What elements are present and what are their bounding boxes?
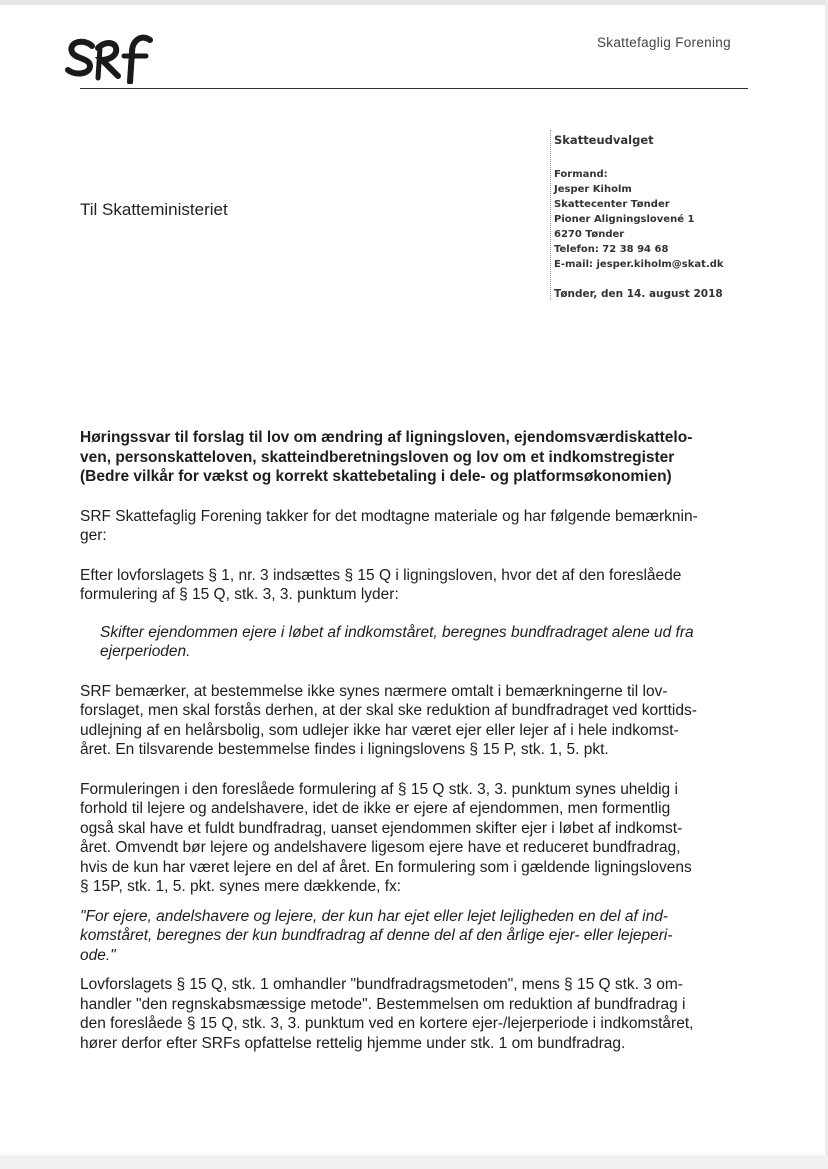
text-line: SRF Skattefaglig Forening takker for det modtagne materiale og har følgende bemærknin-: [80, 507, 698, 525]
text-line: handler "den regnskabsmæssige metode". Bestemmelsen om reduktion af bundfradrag i: [80, 995, 686, 1013]
paragraph-3: [80, 780, 750, 897]
subject-heading: [80, 428, 750, 487]
subject-line: ven, personskatteloven, skatteindberetningsloven og lov om et indkomstregister: [80, 448, 675, 466]
scan-edge-bottom: [0, 1155, 828, 1169]
sender-line: Pioner Aligningslovené 1: [554, 214, 695, 225]
quoted-provision: [100, 623, 750, 662]
letter-body: [80, 428, 750, 1053]
text-line: formulering af § 15 Q, stk. 3, 3. punktum lyder:: [80, 586, 399, 603]
text-line: udlejning af en helårsbolig, som udlejer ikke har været ejer eller lejer af i hele indkomst-: [80, 721, 679, 739]
text-line: forslaget, men skal forstås derhen, at der skal ske reduktion af bundfradraget ved korttids-: [80, 702, 697, 719]
organization-name: Skattefaglig Forening: [597, 35, 731, 50]
paragraph-1: [80, 566, 750, 605]
sender-line: Jesper Kiholm: [554, 184, 632, 195]
sender-contact: [554, 167, 754, 272]
text-line: ode.": [80, 946, 116, 964]
sender-line: Telefon: 72 38 94 68: [554, 244, 669, 255]
text-line: hører derfor efter SRFs opfattelse rettelig hjemme under stk. 1 om bundfradrag.: [80, 1034, 626, 1052]
sender-line: Formand:: [554, 169, 608, 180]
text-line: SRF bemærker, at bestemmelse ikke synes nærmere omtalt i bemærkningerne til lov-: [80, 682, 668, 700]
addressee: Til Skatteministeriet: [80, 200, 228, 219]
text-line: ger:: [80, 527, 107, 544]
srf-logo: [62, 26, 158, 84]
text-line: forhold til lejere og andelshavere, idet de ikke er ejere af ejendommen, men formentlig: [80, 800, 671, 817]
header-divider: [80, 88, 748, 89]
committee-name: Skatteudvalget: [554, 133, 654, 147]
text-line: den foreslåede § 15 Q, stk. 3, 3. punktum ved en kortere ejer-/lejerperiode i indkomståret,: [80, 1015, 694, 1032]
text-line: Formuleringen i den foreslåede formulering af § 15 Q stk. 3, 3. punktum synes uheldig i: [80, 780, 678, 798]
text-line: § 15P, stk. 1, 5. pkt. synes mere dækkende, fx:: [80, 878, 402, 895]
letter-date: Tønder, den 14. august 2018: [554, 288, 723, 300]
text-line: Efter lovforslagets § 1, nr. 3 indsættes § 15 Q i ligningsloven, hvor det af den foreslåede: [80, 566, 682, 584]
text-line: året. En tilsvarende bestemmelse findes i ligningslovens § 15 P, stk. 1, 5. pkt.: [80, 741, 609, 758]
suggested-wording: [80, 907, 750, 966]
sender-line: Skattecenter Tønder: [554, 199, 670, 210]
text-line: hvis de kun har været lejere en del af året. En formulering som i gældende ligningslovens: [80, 858, 692, 876]
paragraph-2: [80, 682, 750, 760]
sender-block: [550, 130, 754, 300]
paragraph-4: [80, 975, 750, 1053]
subject-line: (Bedre vilkår for vækst og korrekt skattebetaling i dele- og platformsøkonomien): [80, 468, 672, 485]
text-line: ejerperioden.: [100, 643, 191, 660]
text-line: komståret, beregnes der kun bundfradrag af denne del af den årlige ejer- eller lejeperi-: [80, 927, 673, 944]
text-line: Skifter ejendommen ejere i løbet af indkomståret, beregnes bundfradraget alene ud fra: [100, 623, 694, 641]
subject-line: Høringssvar til forslag til lov om ændring af ligningsloven, ejendomsværdiskattelo-: [80, 429, 693, 446]
text-line: Lovforslagets § 15 Q, stk. 1 omhandler "bundfradragsmetoden", mens § 15 Q stk. 3 om-: [80, 976, 683, 993]
sender-line: 6270 Tønder: [554, 229, 625, 240]
text-line: året. Omvendt bør lejere og andelshavere ligesom ejere have et reduceret bundfradrag,: [80, 839, 681, 856]
scan-edge-top: [0, 0, 828, 5]
sender-email: E-mail: jesper.kiholm@skat.dk: [554, 259, 724, 270]
intro-paragraph: [80, 507, 750, 546]
text-line: også skal have et fuldt bundfradrag, uanset ejendommen skifter ejer i løbet af indkomst-: [80, 819, 683, 837]
text-line: "For ejere, andelshavere og lejere, der kun har ejet eller lejet lejligheden en del af ind-: [80, 907, 668, 925]
